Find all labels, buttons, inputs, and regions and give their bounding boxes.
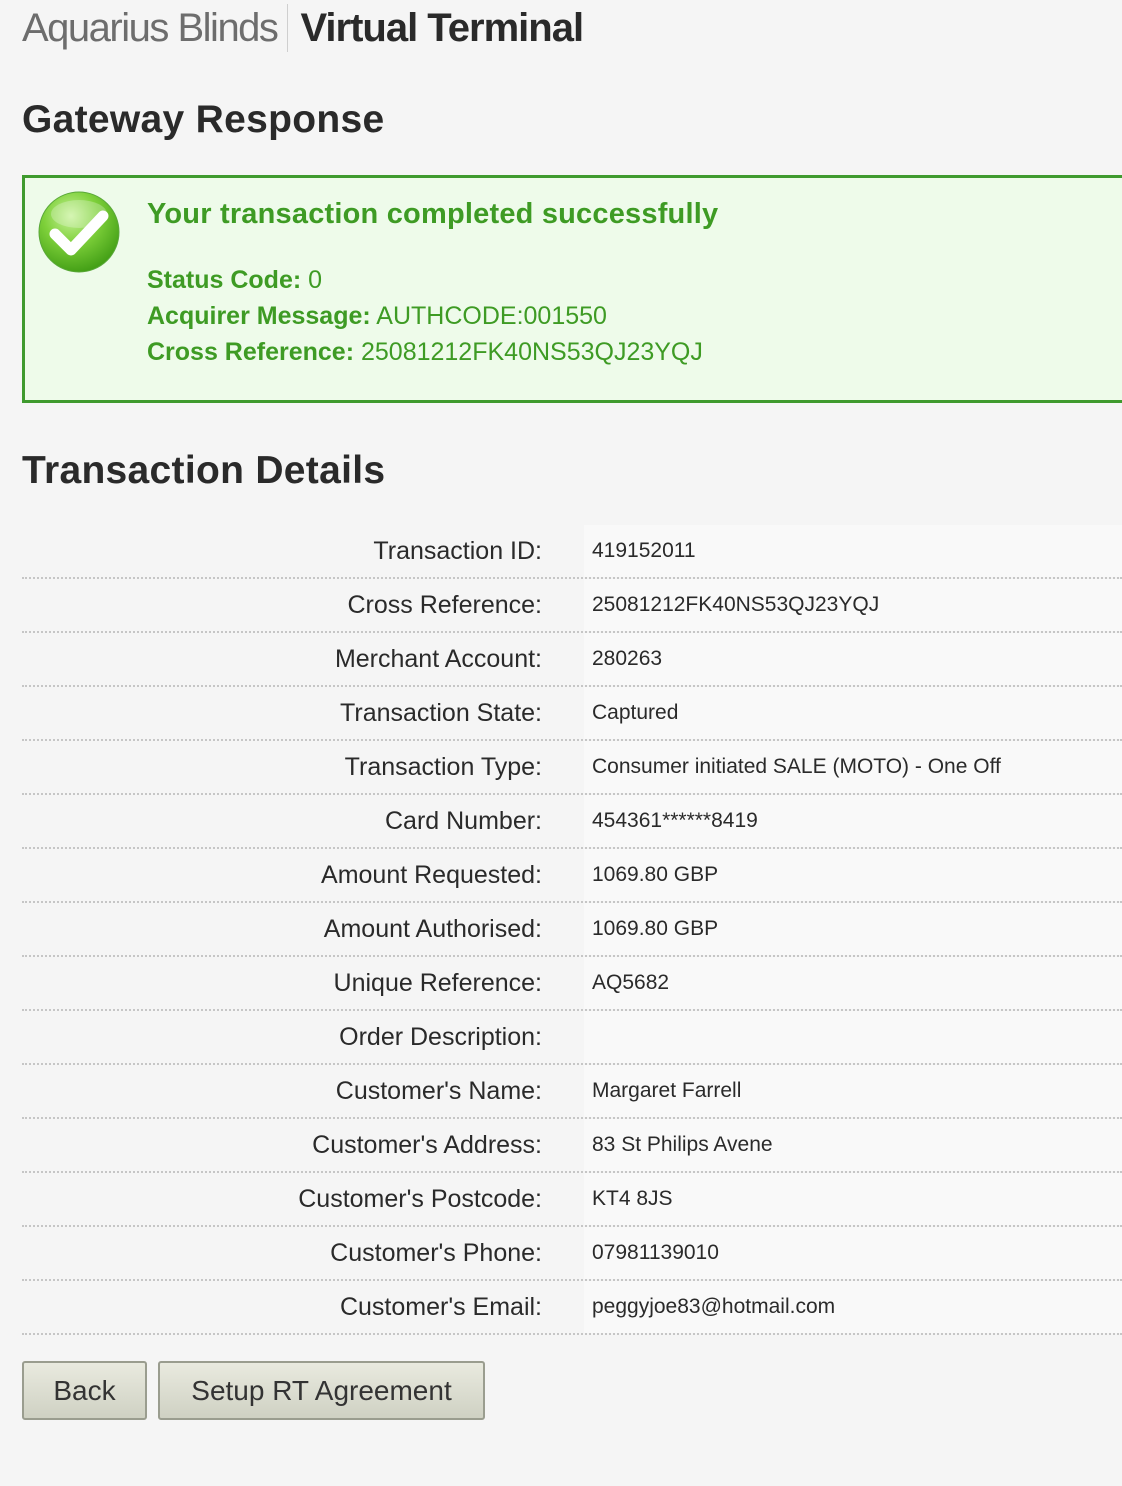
acquirer-message-label: Acquirer Message: <box>147 302 371 330</box>
back-button[interactable]: Back <box>22 1361 147 1420</box>
detail-value: KT4 8JS <box>584 1173 1122 1225</box>
status-code-value: 0 <box>308 266 323 294</box>
detail-row-customer-name <box>22 1065 1122 1119</box>
setup-rt-agreement-button[interactable]: Setup RT Agreement <box>158 1361 485 1420</box>
detail-value: 454361******8419 <box>584 795 1122 847</box>
acquirer-message-line <box>147 302 607 331</box>
cross-reference-value: 25081212FK40NS53QJ23YQJ <box>360 338 703 366</box>
detail-label: Customer's Postcode: <box>298 1185 542 1213</box>
transaction-details-table <box>22 525 1122 1335</box>
detail-row-merchant-account <box>22 633 1122 687</box>
detail-row-customer-address <box>22 1119 1122 1173</box>
detail-value <box>584 1011 1122 1063</box>
detail-label: Unique Reference: <box>333 969 542 997</box>
brand-name: Aquarius Blinds <box>22 4 288 52</box>
success-panel <box>22 175 1122 403</box>
detail-label: Transaction State: <box>340 699 542 727</box>
detail-label: Customer's Address: <box>312 1131 542 1159</box>
detail-label: Amount Requested: <box>321 861 542 889</box>
detail-label: Transaction Type: <box>344 753 542 781</box>
gateway-response-title: Gateway Response <box>22 98 385 141</box>
success-heading: Your transaction completed successfully <box>147 198 719 230</box>
detail-row-transaction-id <box>22 525 1122 579</box>
detail-row-customer-postcode <box>22 1173 1122 1227</box>
detail-value: 83 St Philips Avene <box>584 1119 1122 1171</box>
detail-row-transaction-state <box>22 687 1122 741</box>
detail-row-transaction-type <box>22 741 1122 795</box>
status-code-line <box>147 266 322 295</box>
status-code-label: Status Code: <box>147 266 302 294</box>
detail-label: Customer's Phone: <box>330 1239 542 1267</box>
detail-row-amount-requested <box>22 849 1122 903</box>
detail-value: 07981139010 <box>584 1227 1122 1279</box>
detail-value: 1069.80 GBP <box>584 849 1122 901</box>
transaction-details-title: Transaction Details <box>22 449 386 492</box>
detail-row-order-description <box>22 1011 1122 1065</box>
detail-label: Cross Reference: <box>347 591 542 619</box>
detail-value: 280263 <box>584 633 1122 685</box>
app-header <box>22 4 583 52</box>
detail-value: peggyjoe83@hotmail.com <box>584 1281 1122 1333</box>
detail-row-unique-reference <box>22 957 1122 1011</box>
check-circle-icon <box>37 190 121 274</box>
detail-value: AQ5682 <box>584 957 1122 1009</box>
action-buttons <box>22 1361 485 1420</box>
detail-value: 419152011 <box>584 525 1122 577</box>
detail-value: Captured <box>584 687 1122 739</box>
detail-value: Margaret Farrell <box>584 1065 1122 1117</box>
detail-label: Customer's Email: <box>339 1293 542 1321</box>
detail-value: 1069.80 GBP <box>584 903 1122 955</box>
detail-value: 25081212FK40NS53QJ23YQJ <box>584 579 1122 631</box>
app-title: Virtual Terminal <box>300 6 584 50</box>
detail-label: Order Description: <box>339 1023 542 1051</box>
detail-value: Consumer initiated SALE (MOTO) - One Off <box>584 741 1122 793</box>
detail-row-card-number <box>22 795 1122 849</box>
detail-row-amount-authorised <box>22 903 1122 957</box>
detail-label: Amount Authorised: <box>323 915 542 943</box>
detail-row-cross-reference <box>22 579 1122 633</box>
detail-label: Customer's Name: <box>335 1077 542 1105</box>
detail-row-customer-email <box>22 1281 1122 1335</box>
detail-label: Card Number: <box>385 807 542 835</box>
cross-reference-line <box>147 338 703 367</box>
acquirer-message-value: AUTHCODE:001550 <box>376 302 607 330</box>
detail-row-customer-phone <box>22 1227 1122 1281</box>
cross-reference-label: Cross Reference: <box>147 338 355 366</box>
detail-label: Merchant Account: <box>334 645 542 673</box>
detail-label: Transaction ID: <box>373 537 542 565</box>
